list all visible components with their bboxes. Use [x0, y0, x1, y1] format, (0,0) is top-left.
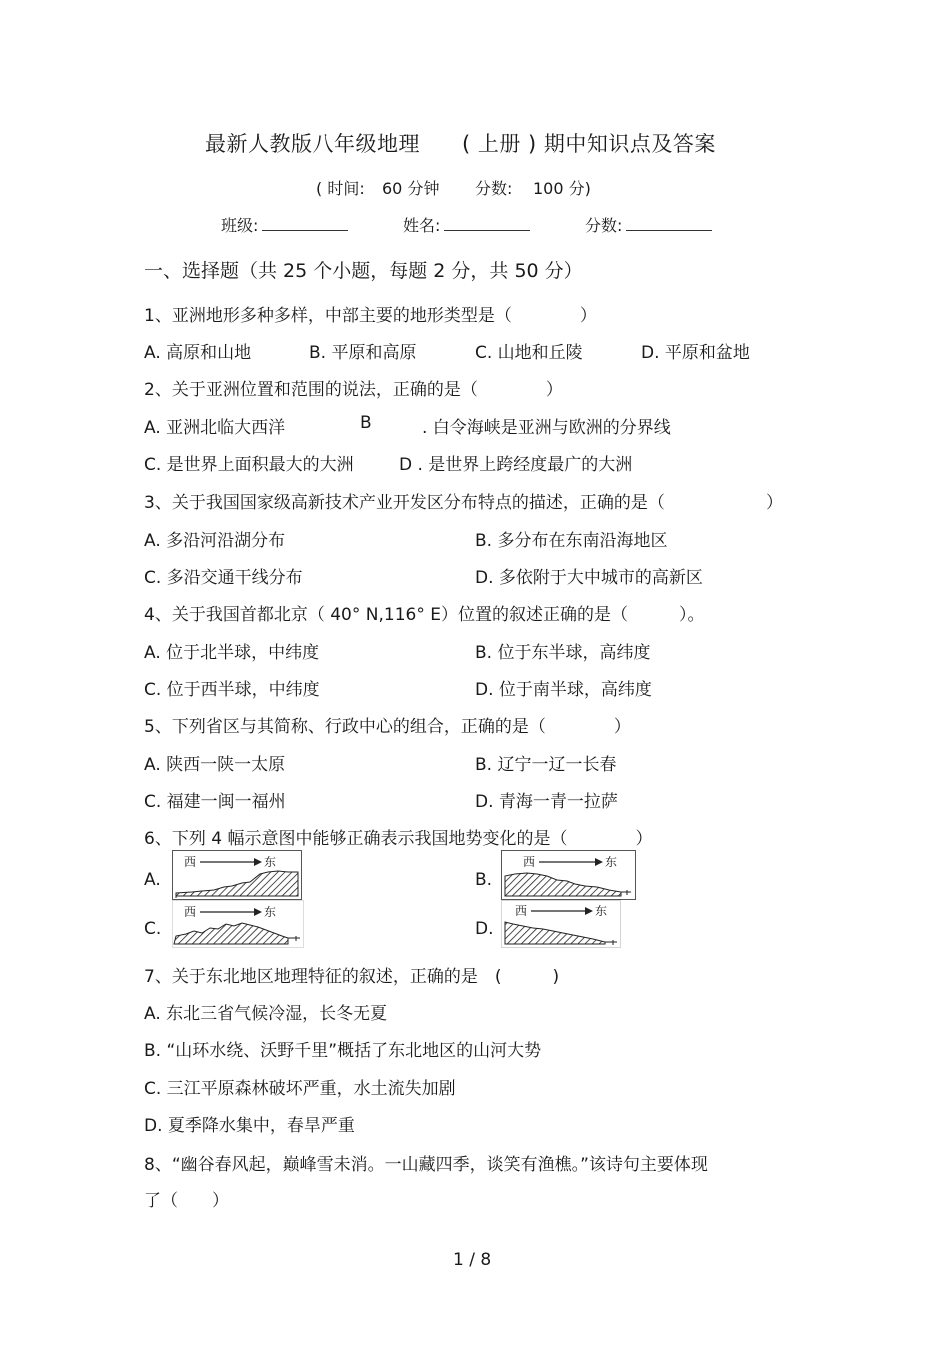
q3-stem-close: ） — [766, 493, 783, 513]
q6-b-east: 东 — [605, 855, 618, 869]
q1-option-d[interactable]: D. 平原和盆地 — [641, 343, 750, 363]
q6-d-west: 西 — [515, 904, 528, 918]
q6-diagram-b[interactable] — [501, 850, 636, 900]
q5-option-d[interactable]: D. 青海一青一拉萨 — [475, 792, 618, 812]
q5-option-c[interactable]: C. 福建一闽一福州 — [144, 792, 286, 812]
q1-option-c[interactable]: C. 山地和丘陵 — [475, 343, 583, 363]
q2-option-d[interactable]: D . 是世界上跨经度最广的大洲 — [399, 455, 633, 475]
q8-stem: 8、“幽谷春风起，巅峰雪未消。一山藏四季，谈笑有渔樵。”该诗句主要体现 — [144, 1155, 708, 1175]
q4-option-d[interactable]: D. 位于南半球，高纬度 — [475, 680, 652, 700]
q4-option-a[interactable]: A. 位于北半球，中纬度 — [144, 643, 320, 663]
q6-d-east: 东 — [595, 904, 608, 918]
score-value: 100 分) — [533, 179, 591, 198]
page-number: 1 / 8 — [453, 1250, 492, 1270]
q2-option-b-letter[interactable]: B — [360, 413, 372, 433]
section-heading: 一、选择题（共 25 个小题，每题 2 分，共 50 分） — [144, 260, 583, 282]
q5-option-b[interactable]: B. 辽宁一辽一长春 — [475, 755, 617, 775]
q2-stem: 2、关于亚洲位置和范围的说法，正确的是（ ） — [144, 380, 563, 400]
doc-title-part2: ( 上册 ) 期中知识点及答案 — [462, 132, 716, 156]
q4-option-c[interactable]: C. 位于西半球，中纬度 — [144, 680, 320, 700]
name-blank[interactable] — [444, 216, 530, 231]
q1-option-a[interactable]: A. 高原和山地 — [144, 343, 252, 363]
q3-option-a[interactable]: A. 多沿河沿湖分布 — [144, 531, 286, 551]
q5-option-a[interactable]: A. 陕西一陕一太原 — [144, 755, 286, 775]
q3-option-c[interactable]: C. 多沿交通干线分布 — [144, 568, 303, 588]
q7-option-d[interactable]: D. 夏季降水集中，春旱严重 — [144, 1116, 355, 1136]
class-label: 班级: — [221, 216, 259, 235]
q6-a-east: 东 — [264, 855, 277, 869]
q3-option-b[interactable]: B. 多分布在东南沿海地区 — [475, 531, 668, 551]
score2-label: 分数: — [585, 216, 623, 235]
time-value: 60 分钟 — [382, 179, 440, 198]
q3-option-d[interactable]: D. 多依附于大中城市的高新区 — [475, 568, 703, 588]
q6-a-west: 西 — [184, 855, 197, 869]
q6-option-b-letter[interactable]: B. — [475, 870, 493, 890]
time-label: ( 时间: — [316, 179, 365, 198]
q6-b-west: 西 — [523, 855, 536, 869]
score-field[interactable] — [585, 213, 712, 236]
q2-option-b[interactable]: . 白令海峡是亚洲与欧洲的分界线 — [422, 418, 671, 438]
q2-option-a[interactable]: A. 亚洲北临大西洋 — [144, 418, 286, 438]
q1-option-b[interactable]: B. 平原和高原 — [309, 343, 417, 363]
score-label: 分数: — [475, 179, 513, 198]
class-field[interactable] — [221, 213, 348, 236]
q6-diagram-c[interactable] — [172, 900, 304, 948]
name-field[interactable] — [403, 213, 530, 236]
q1-stem: 1、亚洲地形多种多样，中部主要的地形类型是（ ） — [144, 306, 597, 326]
q7-stem: 7、关于东北地区地理特征的叙述，正确的是 ( ) — [144, 967, 560, 987]
q4-option-b[interactable]: B. 位于东半球，高纬度 — [475, 643, 651, 663]
q7-option-c[interactable]: C. 三江平原森林破坏严重，水土流失加剧 — [144, 1079, 456, 1099]
class-blank[interactable] — [262, 216, 348, 231]
q6-option-c-letter[interactable]: C. — [144, 919, 162, 939]
q5-stem: 5、下列省区与其简称、行政中心的组合，正确的是（ ） — [144, 717, 631, 737]
q4-stem: 4、关于我国首都北京（ 40° N,116° E）位置的叙述正确的是（ ）。 — [144, 605, 705, 625]
q6-c-east: 东 — [264, 905, 277, 919]
q6-diagram-d[interactable] — [501, 900, 621, 948]
doc-title-part1: 最新人教版八年级地理 — [205, 132, 420, 156]
q7-option-a[interactable]: A. 东北三省气候冷湿，长冬无夏 — [144, 1004, 388, 1024]
q3-stem: 3、关于我国国家级高新技术产业开发区分布特点的描述，正确的是（ — [144, 493, 665, 513]
q6-c-west: 西 — [184, 905, 197, 919]
q2-option-c[interactable]: C. 是世界上面积最大的大洲 — [144, 455, 354, 475]
q6-diagram-a[interactable] — [172, 850, 302, 900]
q8-stem-line2: 了（ ） — [144, 1191, 229, 1211]
score-blank[interactable] — [626, 216, 712, 231]
q6-option-d-letter[interactable]: D. — [475, 919, 494, 939]
q6-option-a-letter[interactable]: A. — [144, 870, 161, 890]
name-label: 姓名: — [403, 216, 441, 235]
q7-option-b[interactable]: B. “山环水绕、沃野千里”概括了东北地区的山河大势 — [144, 1041, 542, 1061]
q6-stem: 6、下列 4 幅示意图中能够正确表示我国地势变化的是（ ） — [144, 829, 653, 849]
